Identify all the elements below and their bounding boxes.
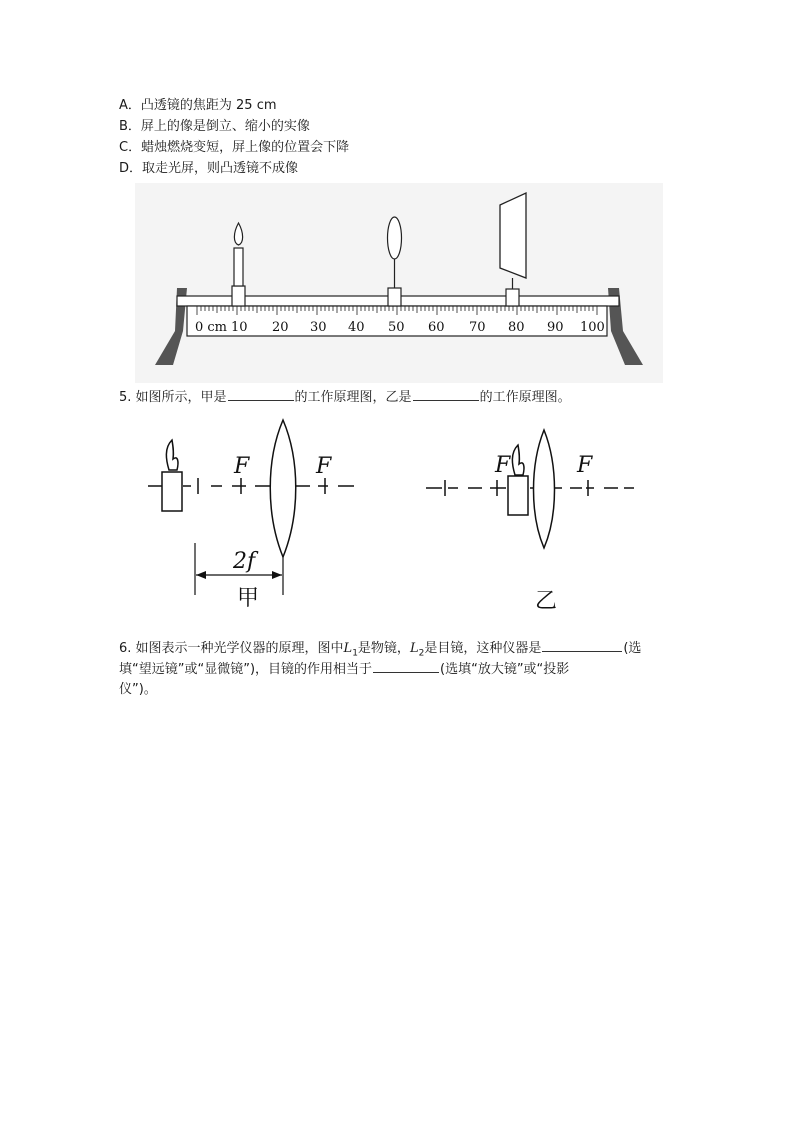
answer-blank-4[interactable] [373, 660, 439, 673]
scale-label: 70 [469, 320, 486, 335]
figure-label-yi: 乙 [535, 589, 558, 614]
scale-label: 50 [388, 320, 405, 335]
candle-jia [162, 440, 182, 511]
scale-label: 90 [547, 320, 564, 335]
focus-label-right: F [577, 453, 593, 478]
answer-blank-1[interactable] [228, 388, 294, 401]
scale-label: 40 [348, 320, 365, 335]
l1-subscript: 1 [352, 648, 358, 659]
optical-axis-yi [426, 480, 634, 496]
q6-text: 6. 如图表示一种光学仪器的原理，图中 [119, 641, 344, 656]
q6-text: 是目镜，这种仪器是 [424, 641, 542, 656]
scale-label: 20 [272, 320, 289, 335]
lens-jia [270, 420, 296, 557]
q6-text: 仪”)。 [119, 682, 157, 697]
l2-symbol: L [409, 641, 419, 656]
option-text: 蜡烛燃烧变短，屏上像的位置会下降 [141, 140, 350, 155]
option-key: B． [119, 119, 141, 134]
focus-label-left: F [495, 453, 511, 478]
l1-symbol: L [343, 641, 353, 656]
focus-label-left: F [234, 454, 250, 479]
q5-suffix: 的工作原理图。 [479, 390, 571, 405]
figure-label-jia: 甲 [237, 586, 260, 611]
focus-label-right: F [316, 454, 332, 479]
figure-background [135, 183, 663, 383]
option-text: 取走光屏，则凸透镜不成像 [142, 161, 299, 176]
q6-text: 填“望远镜”或“显微镜”)，目镜的作用相当于 [119, 662, 373, 677]
option-b [119, 118, 310, 136]
option-key: D． [119, 161, 143, 176]
q5-middle: 的工作原理图，乙是 [294, 390, 412, 405]
scale-label: 60 [428, 320, 445, 335]
diagram-yi [420, 420, 640, 615]
scale-label: 30 [310, 320, 327, 335]
q5-prefix: 5. 如图所示，甲是 [119, 390, 227, 405]
q6-text: (选 [623, 641, 642, 656]
q6-text: 是物镜， [357, 641, 410, 656]
candle [232, 223, 245, 306]
question-6-line-2 [119, 660, 569, 679]
option-text: 屏上的像是倒立、缩小的实像 [140, 119, 310, 134]
lens-yi [534, 430, 555, 548]
question-5 [119, 388, 571, 407]
distance-label: 2f [233, 549, 256, 574]
scale-label: 80 [508, 320, 525, 335]
option-a [119, 97, 277, 115]
scale-label: 100 [580, 320, 605, 335]
answer-blank-3[interactable] [542, 639, 622, 652]
q6-text: (选填“放大镜”或“投影 [440, 662, 570, 677]
question-6-line-3 [119, 681, 157, 699]
l2-subscript: 2 [418, 648, 425, 659]
option-key: C． [119, 140, 142, 155]
optical-bench-figure [135, 183, 663, 383]
option-key: A． [119, 98, 141, 113]
candle-yi [508, 445, 528, 515]
scale-label: 0 cm [195, 320, 228, 335]
scale-label: 10 [231, 320, 248, 335]
option-text: 凸透镜的焦距为 25 cm [140, 98, 277, 113]
option-c [119, 139, 349, 157]
diagram-jia [140, 415, 370, 615]
answer-blank-2[interactable] [413, 388, 479, 401]
option-d [119, 160, 298, 178]
